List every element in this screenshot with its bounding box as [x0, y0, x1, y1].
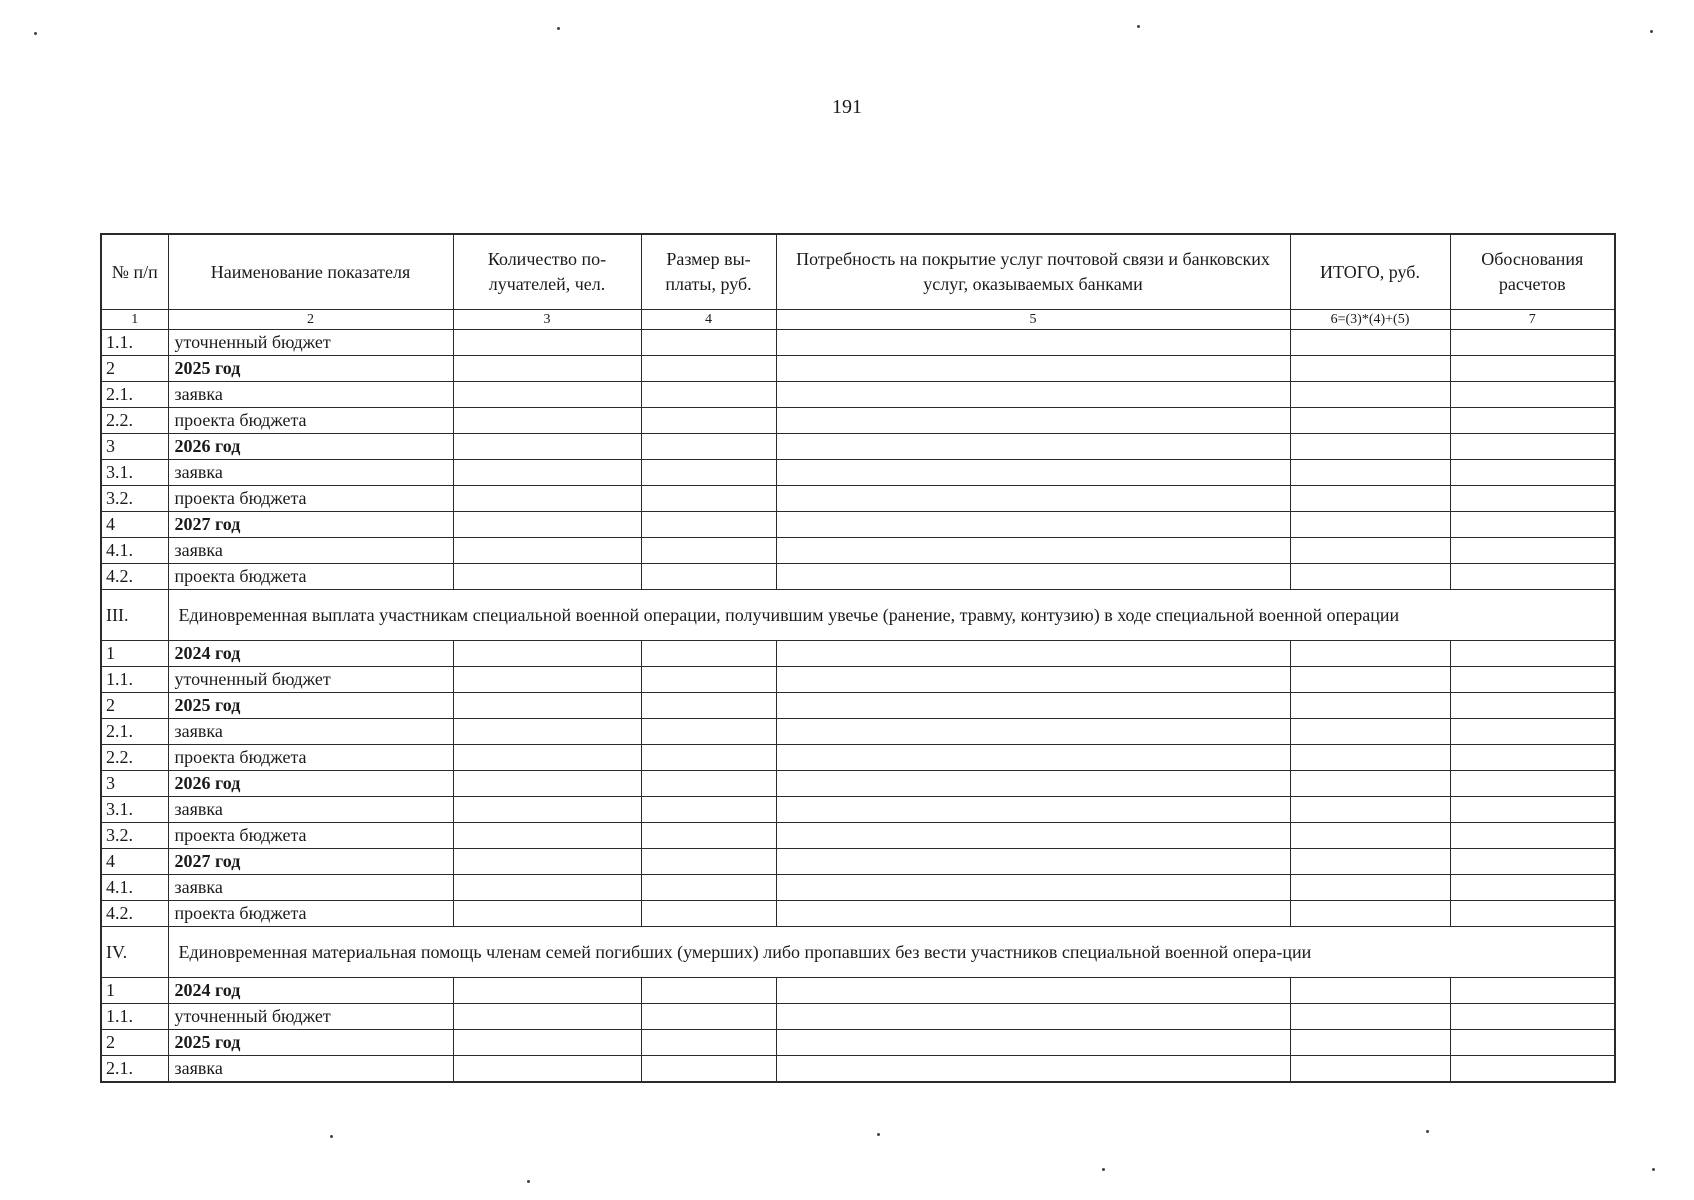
- indicator-name: заявка: [168, 719, 453, 745]
- justification-cell: [1450, 330, 1615, 356]
- budget-table: [100, 233, 1616, 1083]
- services-need-cell: [776, 1030, 1290, 1056]
- recipients-count-cell: [453, 719, 641, 745]
- indicator-name: заявка: [168, 797, 453, 823]
- payment-amount-cell: [641, 693, 776, 719]
- justification-cell: [1450, 356, 1615, 382]
- year-row: [101, 641, 1615, 667]
- justification-cell: [1450, 875, 1615, 901]
- header-row: [101, 234, 1615, 310]
- total-cell: [1290, 408, 1450, 434]
- justification-cell: [1450, 641, 1615, 667]
- indicator-name: проекта бюджета: [168, 823, 453, 849]
- recipients-count-cell: [453, 797, 641, 823]
- services-need-cell: [776, 693, 1290, 719]
- row-number: IV.: [101, 927, 168, 978]
- payment-amount-cell: [641, 875, 776, 901]
- services-need-cell: [776, 512, 1290, 538]
- services-need-cell: [776, 849, 1290, 875]
- services-need-cell: [776, 641, 1290, 667]
- payment-amount-cell: [641, 745, 776, 771]
- indicator-name: 2027 год: [168, 849, 453, 875]
- recipients-count-cell: [453, 564, 641, 590]
- column-number: 1: [101, 310, 168, 330]
- total-cell: [1290, 849, 1450, 875]
- services-need-cell: [776, 538, 1290, 564]
- total-cell: [1290, 693, 1450, 719]
- header-cell-payment-amount: Размер вы-платы, руб.: [641, 234, 776, 310]
- scan-speck: [1426, 1130, 1429, 1133]
- justification-cell: [1450, 1056, 1615, 1083]
- justification-cell: [1450, 460, 1615, 486]
- year-row: [101, 849, 1615, 875]
- recipients-count-cell: [453, 875, 641, 901]
- year-row: [101, 1030, 1615, 1056]
- total-cell: [1290, 875, 1450, 901]
- year-row: [101, 512, 1615, 538]
- scan-speck: [1652, 1168, 1655, 1171]
- recipients-count-cell: [453, 1004, 641, 1030]
- recipients-count-cell: [453, 667, 641, 693]
- justification-cell: [1450, 719, 1615, 745]
- recipients-count-cell: [453, 745, 641, 771]
- services-need-cell: [776, 564, 1290, 590]
- services-need-cell: [776, 978, 1290, 1004]
- column-number: 3: [453, 310, 641, 330]
- services-need-cell: [776, 1004, 1290, 1030]
- payment-amount-cell: [641, 434, 776, 460]
- scan-speck: [1102, 1168, 1105, 1171]
- services-need-cell: [776, 667, 1290, 693]
- table-row: [101, 875, 1615, 901]
- header-cell-indicator-name: Наименование показателя: [168, 234, 453, 310]
- payment-amount-cell: [641, 356, 776, 382]
- table-row: [101, 330, 1615, 356]
- indicator-name: уточненный бюджет: [168, 667, 453, 693]
- total-cell: [1290, 486, 1450, 512]
- services-need-cell: [776, 901, 1290, 927]
- row-number: 4.2.: [101, 564, 168, 590]
- recipients-count-cell: [453, 330, 641, 356]
- section-row: [101, 927, 1615, 978]
- row-number: 2: [101, 1030, 168, 1056]
- total-cell: [1290, 797, 1450, 823]
- table-row: [101, 667, 1615, 693]
- page-number: 191: [832, 96, 862, 118]
- indicator-name: 2027 год: [168, 512, 453, 538]
- services-need-cell: [776, 460, 1290, 486]
- services-need-cell: [776, 797, 1290, 823]
- payment-amount-cell: [641, 382, 776, 408]
- total-cell: [1290, 460, 1450, 486]
- total-cell: [1290, 823, 1450, 849]
- payment-amount-cell: [641, 771, 776, 797]
- justification-cell: [1450, 771, 1615, 797]
- indicator-name: уточненный бюджет: [168, 330, 453, 356]
- indicator-name: 2024 год: [168, 978, 453, 1004]
- row-number: 1: [101, 978, 168, 1004]
- header-cell-total: ИТОГО, руб.: [1290, 234, 1450, 310]
- indicator-name: 2025 год: [168, 693, 453, 719]
- payment-amount-cell: [641, 667, 776, 693]
- total-cell: [1290, 641, 1450, 667]
- scan-speck: [1650, 30, 1653, 33]
- table-row: [101, 486, 1615, 512]
- indicator-name: заявка: [168, 538, 453, 564]
- column-number: 4: [641, 310, 776, 330]
- total-cell: [1290, 978, 1450, 1004]
- recipients-count-cell: [453, 434, 641, 460]
- scan-speck: [1137, 25, 1140, 28]
- justification-cell: [1450, 849, 1615, 875]
- table-row: [101, 797, 1615, 823]
- recipients-count-cell: [453, 771, 641, 797]
- justification-cell: [1450, 382, 1615, 408]
- recipients-count-cell: [453, 512, 641, 538]
- payment-amount-cell: [641, 849, 776, 875]
- total-cell: [1290, 1004, 1450, 1030]
- services-need-cell: [776, 745, 1290, 771]
- services-need-cell: [776, 719, 1290, 745]
- row-number: 3.1.: [101, 460, 168, 486]
- recipients-count-cell: [453, 641, 641, 667]
- recipients-count-cell: [453, 382, 641, 408]
- justification-cell: [1450, 564, 1615, 590]
- header-cell-justification: Обоснования расчетов: [1450, 234, 1615, 310]
- table-row: [101, 745, 1615, 771]
- total-cell: [1290, 1030, 1450, 1056]
- services-need-cell: [776, 771, 1290, 797]
- indicator-name: 2025 год: [168, 356, 453, 382]
- total-cell: [1290, 330, 1450, 356]
- section-title: Единовременная материальная помощь членам семей погибших (умерших) либо пропавших без вести участников специальной военной опера-ции: [168, 927, 1615, 978]
- row-number: 2.1.: [101, 719, 168, 745]
- justification-cell: [1450, 745, 1615, 771]
- justification-cell: [1450, 978, 1615, 1004]
- total-cell: [1290, 667, 1450, 693]
- row-number: 4.1.: [101, 538, 168, 564]
- justification-cell: [1450, 823, 1615, 849]
- justification-cell: [1450, 512, 1615, 538]
- recipients-count-cell: [453, 460, 641, 486]
- table-row: [101, 382, 1615, 408]
- services-need-cell: [776, 1056, 1290, 1083]
- column-number: 6=(3)*(4)+(5): [1290, 310, 1450, 330]
- total-cell: [1290, 1056, 1450, 1083]
- payment-amount-cell: [641, 978, 776, 1004]
- row-number: 2.1.: [101, 1056, 168, 1083]
- payment-amount-cell: [641, 330, 776, 356]
- column-number: 2: [168, 310, 453, 330]
- total-cell: [1290, 434, 1450, 460]
- payment-amount-cell: [641, 797, 776, 823]
- row-number: 4: [101, 849, 168, 875]
- row-number: 2.1.: [101, 382, 168, 408]
- indicator-name: заявка: [168, 875, 453, 901]
- table-row: [101, 1056, 1615, 1083]
- total-cell: [1290, 356, 1450, 382]
- justification-cell: [1450, 486, 1615, 512]
- indicator-name: 2026 год: [168, 771, 453, 797]
- section-title: Единовременная выплата участникам специальной военной операции, получившим увечье (ранение, травму, контузию) в ходе специальной военной операции: [168, 590, 1615, 641]
- row-number: 4: [101, 512, 168, 538]
- payment-amount-cell: [641, 538, 776, 564]
- row-number: 3.1.: [101, 797, 168, 823]
- year-row: [101, 978, 1615, 1004]
- justification-cell: [1450, 434, 1615, 460]
- year-row: [101, 771, 1615, 797]
- indicator-name: проекта бюджета: [168, 564, 453, 590]
- total-cell: [1290, 512, 1450, 538]
- recipients-count-cell: [453, 823, 641, 849]
- row-number: 3.2.: [101, 823, 168, 849]
- indicator-name: заявка: [168, 1056, 453, 1083]
- scan-speck: [877, 1133, 880, 1136]
- payment-amount-cell: [641, 408, 776, 434]
- row-number: 4.2.: [101, 901, 168, 927]
- scan-speck: [330, 1135, 333, 1138]
- indicator-name: 2024 год: [168, 641, 453, 667]
- services-need-cell: [776, 486, 1290, 512]
- payment-amount-cell: [641, 719, 776, 745]
- scan-speck: [557, 27, 560, 30]
- table-row: [101, 564, 1615, 590]
- payment-amount-cell: [641, 1004, 776, 1030]
- total-cell: [1290, 901, 1450, 927]
- justification-cell: [1450, 667, 1615, 693]
- row-number: 1: [101, 641, 168, 667]
- row-number: 3: [101, 434, 168, 460]
- row-number: 3.2.: [101, 486, 168, 512]
- services-need-cell: [776, 408, 1290, 434]
- indicator-name: заявка: [168, 382, 453, 408]
- recipients-count-cell: [453, 538, 641, 564]
- recipients-count-cell: [453, 486, 641, 512]
- header-cell-services-need: Потребность на покрытие услуг почтовой связи и банковских услуг, оказываемых банками: [776, 234, 1290, 310]
- row-number: 2: [101, 693, 168, 719]
- payment-amount-cell: [641, 486, 776, 512]
- row-number: 2.2.: [101, 408, 168, 434]
- total-cell: [1290, 538, 1450, 564]
- year-row: [101, 434, 1615, 460]
- table-body: [101, 330, 1615, 1083]
- section-row: [101, 590, 1615, 641]
- header-cell-recipients-count: Количество по-лучателей, чел.: [453, 234, 641, 310]
- recipients-count-cell: [453, 408, 641, 434]
- table-row: [101, 538, 1615, 564]
- payment-amount-cell: [641, 564, 776, 590]
- row-number: 1.1.: [101, 667, 168, 693]
- table-row: [101, 901, 1615, 927]
- payment-amount-cell: [641, 1056, 776, 1083]
- payment-amount-cell: [641, 1030, 776, 1056]
- total-cell: [1290, 564, 1450, 590]
- header-cell-number: № п/п: [101, 234, 168, 310]
- row-number: 1.1.: [101, 1004, 168, 1030]
- justification-cell: [1450, 1004, 1615, 1030]
- row-number: 2.2.: [101, 745, 168, 771]
- table-row: [101, 719, 1615, 745]
- services-need-cell: [776, 823, 1290, 849]
- indicator-name: проекта бюджета: [168, 901, 453, 927]
- services-need-cell: [776, 330, 1290, 356]
- payment-amount-cell: [641, 512, 776, 538]
- justification-cell: [1450, 538, 1615, 564]
- services-need-cell: [776, 356, 1290, 382]
- recipients-count-cell: [453, 1056, 641, 1083]
- payment-amount-cell: [641, 901, 776, 927]
- row-number: 4.1.: [101, 875, 168, 901]
- justification-cell: [1450, 408, 1615, 434]
- row-number: III.: [101, 590, 168, 641]
- indicator-name: 2025 год: [168, 1030, 453, 1056]
- scan-speck: [34, 32, 37, 35]
- recipients-count-cell: [453, 849, 641, 875]
- indicator-name: проекта бюджета: [168, 486, 453, 512]
- column-number-row: [101, 310, 1615, 330]
- payment-amount-cell: [641, 460, 776, 486]
- services-need-cell: [776, 382, 1290, 408]
- total-cell: [1290, 745, 1450, 771]
- row-number: 3: [101, 771, 168, 797]
- column-number: 7: [1450, 310, 1615, 330]
- indicator-name: заявка: [168, 460, 453, 486]
- services-need-cell: [776, 434, 1290, 460]
- justification-cell: [1450, 901, 1615, 927]
- services-need-cell: [776, 875, 1290, 901]
- payment-amount-cell: [641, 823, 776, 849]
- indicator-name: 2026 год: [168, 434, 453, 460]
- indicator-name: проекта бюджета: [168, 408, 453, 434]
- table-row: [101, 460, 1615, 486]
- recipients-count-cell: [453, 901, 641, 927]
- total-cell: [1290, 382, 1450, 408]
- table-row: [101, 408, 1615, 434]
- recipients-count-cell: [453, 978, 641, 1004]
- table-row: [101, 823, 1615, 849]
- year-row: [101, 356, 1615, 382]
- justification-cell: [1450, 1030, 1615, 1056]
- justification-cell: [1450, 797, 1615, 823]
- year-row: [101, 693, 1615, 719]
- row-number: 2: [101, 356, 168, 382]
- recipients-count-cell: [453, 693, 641, 719]
- indicator-name: уточненный бюджет: [168, 1004, 453, 1030]
- total-cell: [1290, 771, 1450, 797]
- table-row: [101, 1004, 1615, 1030]
- recipients-count-cell: [453, 356, 641, 382]
- column-number: 5: [776, 310, 1290, 330]
- indicator-name: проекта бюджета: [168, 745, 453, 771]
- payment-amount-cell: [641, 641, 776, 667]
- total-cell: [1290, 719, 1450, 745]
- justification-cell: [1450, 693, 1615, 719]
- recipients-count-cell: [453, 1030, 641, 1056]
- scan-speck: [527, 1180, 530, 1183]
- row-number: 1.1.: [101, 330, 168, 356]
